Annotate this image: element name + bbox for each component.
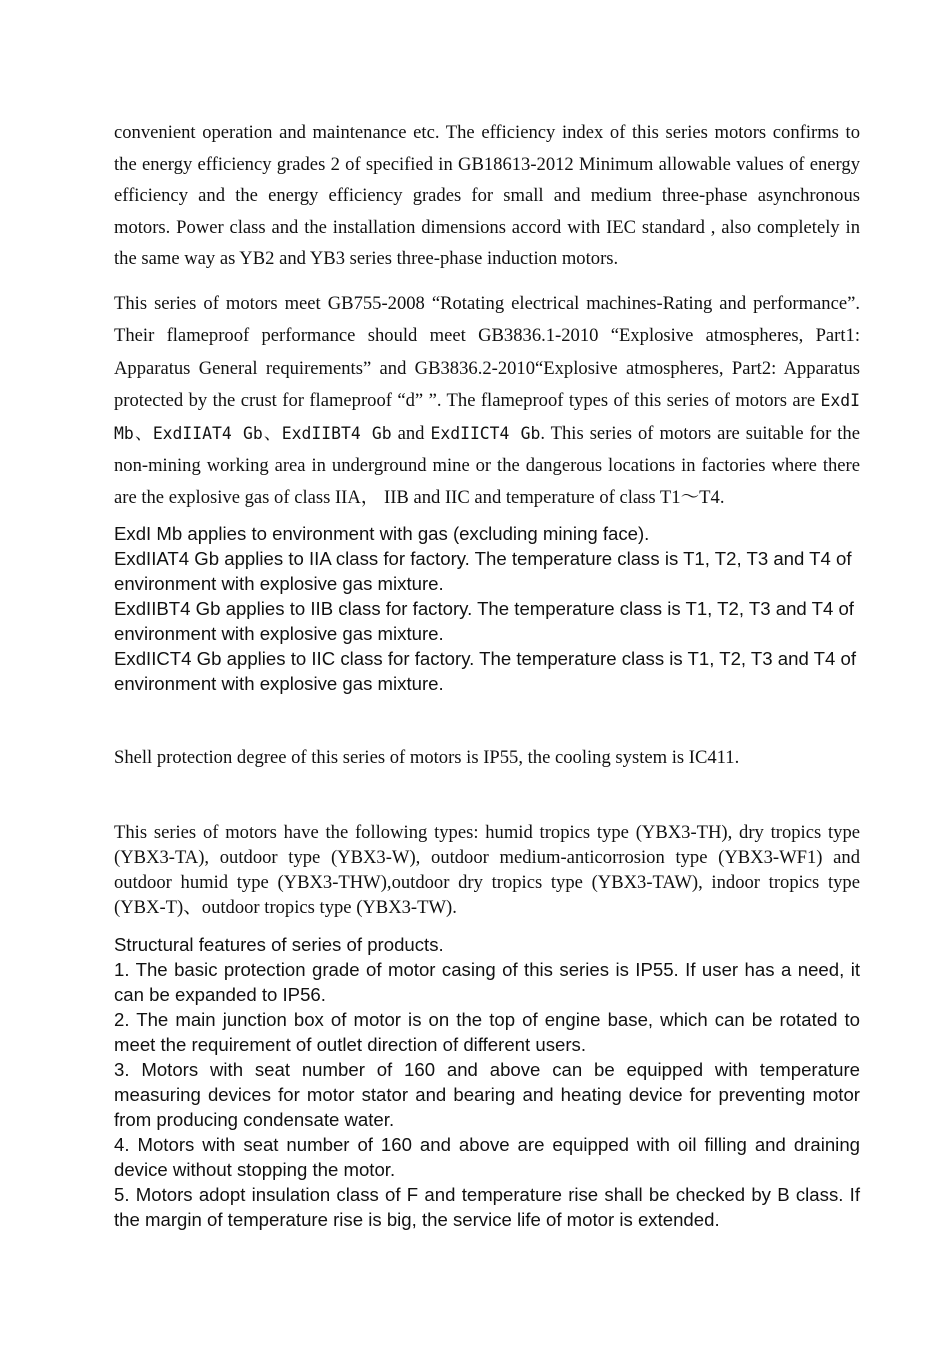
application-line: ExdI Mb applies to environment with gas (excluding mining face). <box>114 523 650 544</box>
application-line: ExdIIAT4 Gb applies to IIA class for factory. The temperature class is T1, T2, T3 and T4 of environment with explosive gas mixture. <box>114 548 852 594</box>
paragraph-efficiency: convenient operation and maintenance etc. The efficiency index of this series motors confirms to the energy efficiency grades 2 of specified in GB18613-2012 Minimum allowable values of energy efficiency and the energy efficiency grades for small and medium three-phase asynchronous motors. Power class and the installation dimensions accord with IEC standard , also completely in the same way as YB2 and YB3 series three-phase induction motors. <box>114 122 860 270</box>
feature-item: 2. The main junction box of motor is on the top of engine base, which can be rotated to meet the requirement of outlet direction of different users. <box>114 1009 860 1055</box>
flameproof-type-3: ExdIIBT4 Gb <box>281 423 392 443</box>
feature-item: 1. The basic protection grade of motor casing of this series is IP55. If user has a need, it can be expanded to IP56. <box>114 959 860 1005</box>
standards-text-end: . This series of motors are suitable for the non-mining working area in underground mine or the dangerous locations in factories where there are the explosive gas of class IIA， IIB and IIC and temperature of class T1～T4. <box>114 422 860 509</box>
paragraph-protection-degree: Shell protection degree of this series of motors is IP55, the cooling system is IC411. <box>114 747 740 768</box>
separator: 、 <box>262 423 282 443</box>
separator: 、 <box>133 423 153 443</box>
feature-item: 3. Motors with seat number of 160 and above can be equipped with temperature measuring devices for motor stator and bearing and heating device for preventing motor from producing condensate water. <box>114 1059 860 1130</box>
flameproof-applications <box>114 521 860 696</box>
conjunction: and <box>391 422 431 444</box>
standards-text: This series of motors meet GB755-2008 “Rotating electrical machines-Rating and performance”. Their flameproof performance should meet GB3836.1-2010 “Explosive atmospheres, Part1: Apparatus General requirements” and GB3836.2-2010“Explosive atmospheres, Part2: Apparatus protected by the crust for flameproof “d” ”. The flameproof types of this series of motors are <box>114 293 860 412</box>
feature-item: 5. Motors adopt insulation class of F and temperature rise shall be checked by B class. If the margin of temperature rise is big, the service life of motor is extended. <box>114 1184 860 1230</box>
structural-features <box>114 932 860 1232</box>
features-heading: Structural features of series of products. <box>114 934 444 955</box>
flameproof-type-2: ExdIIAT4 Gb <box>152 423 263 443</box>
paragraph-standards <box>114 288 860 515</box>
application-line: ExdIICT4 Gb applies to IIC class for factory. The temperature class is T1, T2, T3 and T4 of environment with explosive gas mixture. <box>114 648 857 694</box>
flameproof-type-1: ExdI Mb <box>114 391 860 443</box>
feature-item: 4. Motors with seat number of 160 and above are equipped with oil filling and draining device without stopping the motor. <box>114 1134 860 1180</box>
application-line: ExdIIBT4 Gb applies to IIB class for factory. The temperature class is T1, T2, T3 and T4 of environment with explosive gas mixture. <box>114 598 854 644</box>
flameproof-type-4: ExdIICT4 Gb <box>430 423 541 443</box>
paragraph-motor-types: This series of motors have the following types: humid tropics type (YBX3-TH), dry tropics type (YBX3-TA), outdoor type (YBX3-W), outdoor medium-anticorrosion type (YBX3-WF1) and outdoor humid type (YBX3-THW),outdoor dry tropics type (YBX3-TAW), indoor tropics type (YBX-T)、outdoor tropics type (YBX3-TW). <box>114 822 860 918</box>
